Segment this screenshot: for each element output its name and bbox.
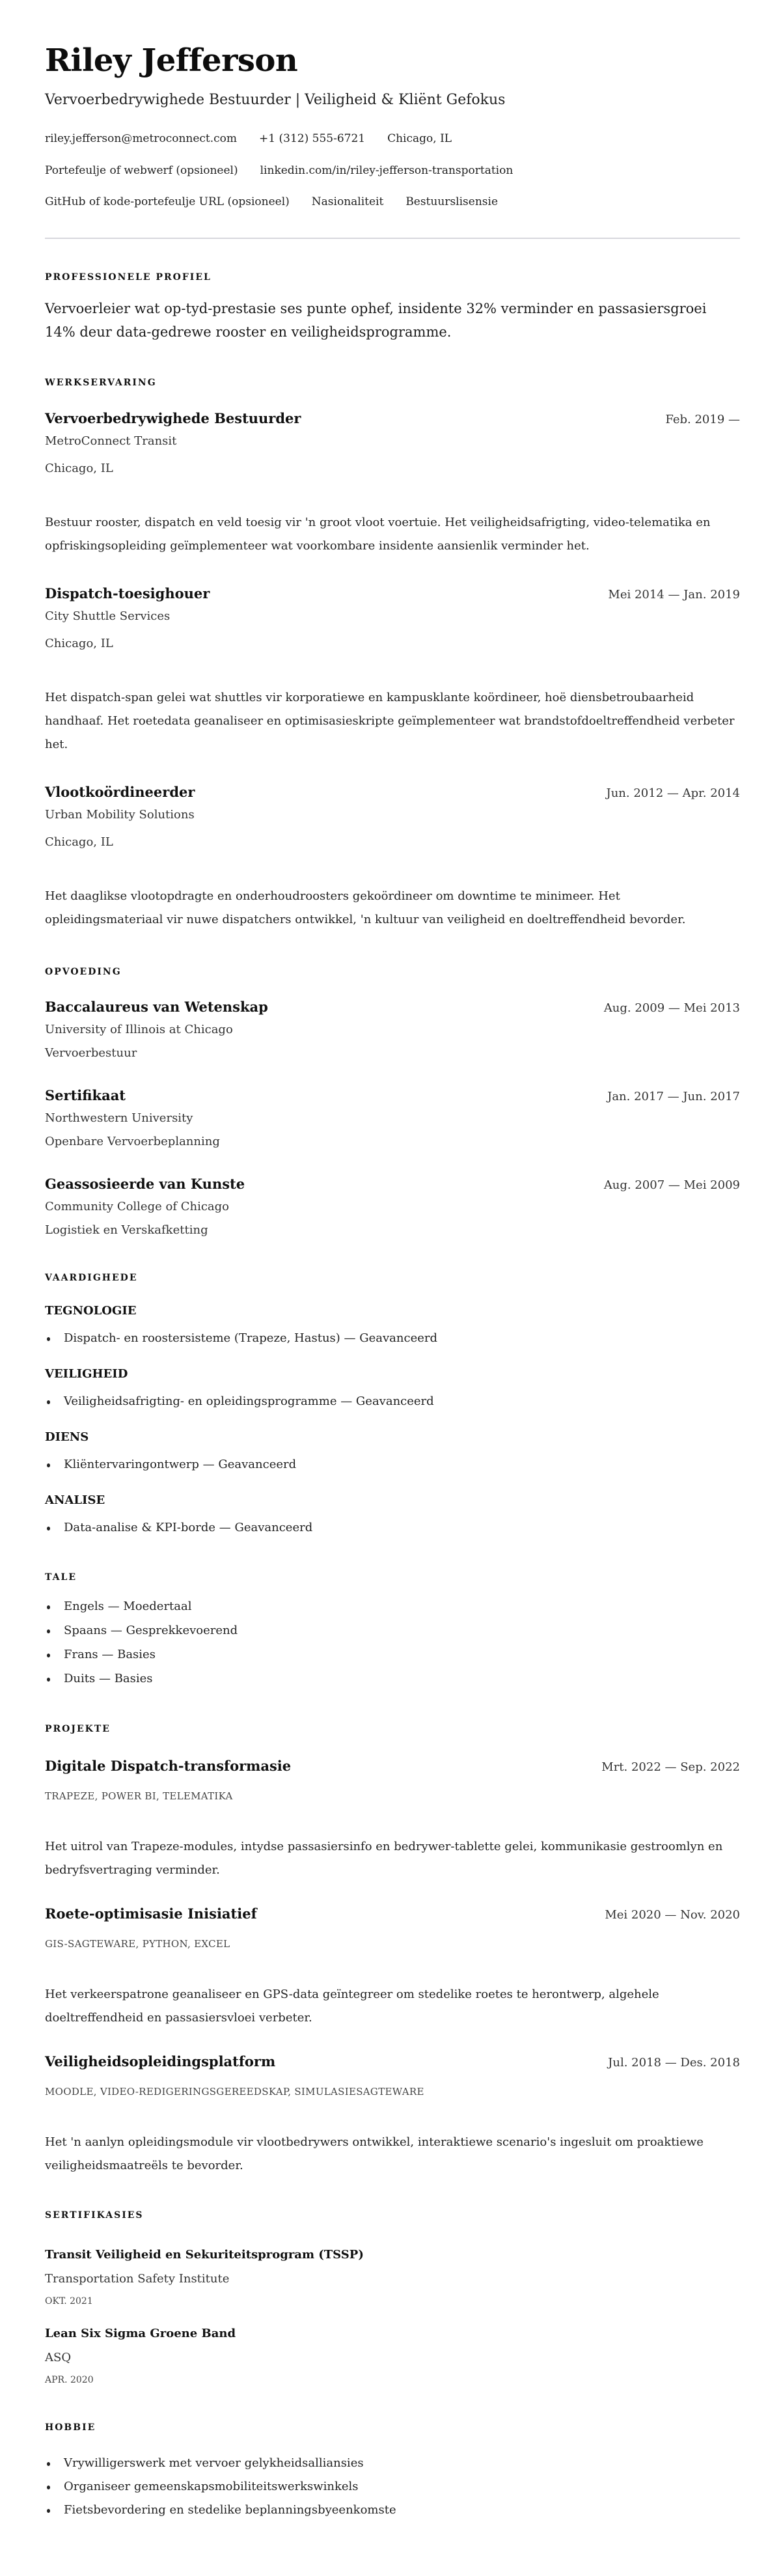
field-of-study: Logistiek en Verskafketting (45, 1223, 208, 1237)
phone: +1 (312) 555-6721 (259, 132, 366, 145)
skill-group-heading: TEGNOLOGIE (45, 1304, 137, 1318)
degree: Baccalaureus van Wetenskap (45, 999, 268, 1015)
portfolio-link[interactable]: Portefeulje of webwerf (opsioneel) (45, 164, 238, 177)
project-description: Het uitrol van Trapeze-modules, intydse passasiersinfo en bedrywer-tablette gelei, kommunikasie gestroomlyn en bedryfsvertraging verminder. (45, 1840, 723, 1877)
hobbies-section (45, 2421, 740, 2519)
project-tech: GIS-SAGTEWARE, PYTHON, EXCEL (45, 1938, 230, 1950)
field-of-study: Openbare Vervoerbeplanning (45, 1135, 220, 1148)
profile-section (45, 271, 740, 344)
project-entry (45, 1757, 740, 1882)
section-heading: TALE (45, 1572, 77, 1583)
project-title: Digitale Dispatch-transformasie (45, 1758, 292, 1774)
section-heading: VAARDIGHEDE (45, 1273, 138, 1283)
certification-date: OKT. 2021 (45, 2296, 93, 2306)
education-entry (45, 998, 740, 1062)
project-title: Veiligheidsopleidingsplatform (45, 2053, 276, 2070)
project-entry (45, 2053, 740, 2178)
job-title: Dispatch-toesighouer (45, 585, 210, 602)
certification-date: APR. 2020 (45, 2375, 94, 2385)
job-dates: Feb. 2019 — (665, 413, 740, 426)
experience-entry (45, 409, 740, 558)
job-title: Vervoerbedrywighede Bestuurder (45, 410, 301, 426)
hobby-item: Organiseer gemeenskapsmobiliteitswerkswinkels (45, 2478, 740, 2495)
job-location: Chicago, IL (45, 637, 113, 650)
hobby-item: Vrywilligerswerk met vervoer gelykheidsalliansies (45, 2455, 740, 2472)
job-description: Bestuur rooster, dispatch en veld toesig vir 'n groot vloot voertuie. Het veiligheidsafrigting, video-telematika en opfriskingsopleiding geïmplementeer wat voorkombare insidente aansienlik verminder het. (45, 516, 711, 553)
institution: Community College of Chicago (45, 1200, 229, 1213)
project-title: Roete-optimisasie Inisiatief (45, 1905, 257, 1922)
education-entry (45, 1087, 740, 1150)
skill-item: Kliëntervaringontwerp — Geavanceerd (45, 1456, 740, 1473)
project-description: Het 'n aanlyn opleidingsmodule vir vlootbedrywers ontwikkel, interaktiewe scenario's ingesluit om proaktiewe veiligheidsmaatreëls te bevorder. (45, 2135, 704, 2172)
language-item: Frans — Basies (45, 1646, 740, 1663)
field-of-study: Vervoerbestuur (45, 1046, 137, 1060)
project-dates: Mrt. 2022 — Sep. 2022 (601, 1760, 740, 1774)
degree: Geassosieerde van Kunste (45, 1176, 245, 1192)
project-tech: MOODLE, VIDEO-REDIGERINGSGEREEDSKAP, SIMULASIESAGTEWARE (45, 2086, 424, 2098)
job-title: Vlootkoördineerder (45, 784, 195, 800)
section-heading: PROJEKTE (45, 1724, 111, 1734)
skill-group-heading: VEILIGHEID (45, 1367, 128, 1381)
experience-entry (45, 585, 740, 756)
skill-item: Data-analise & KPI-borde — Geavanceerd (45, 1519, 740, 1536)
institution: Northwestern University (45, 1111, 193, 1125)
job-dates: Jun. 2012 — Apr. 2014 (606, 786, 740, 800)
section-heading: HOBBIE (45, 2422, 96, 2433)
candidate-name: Riley Jefferson (45, 42, 298, 79)
headline: Vervoerbedrywighede Bestuurder | Veiligheid & Kliënt Gefokus (45, 92, 506, 108)
skill-group-heading: ANALISE (45, 1493, 105, 1507)
experience-entry (45, 783, 740, 932)
certification-entry (45, 2247, 740, 2308)
education-dates: Jan. 2017 — Jun. 2017 (607, 1090, 740, 1103)
project-dates: Jul. 2018 — Des. 2018 (608, 2056, 740, 2070)
section-heading: OPVOEDING (45, 967, 122, 977)
section-heading: WERKSERVARING (45, 378, 157, 388)
project-dates: Mei 2020 — Nov. 2020 (605, 1908, 740, 1922)
skills-section (45, 1271, 740, 1536)
github-link[interactable]: GitHub of kode-portefeulje URL (opsioneel) (45, 195, 290, 208)
skill-item: Dispatch- en roostersisteme (Trapeze, Hastus) — Geavanceerd (45, 1330, 740, 1347)
certification-name: Lean Six Sigma Groene Band (45, 2327, 236, 2340)
languages-section (45, 1571, 740, 1687)
section-heading: PROFESSIONELE PROFIEL (45, 272, 212, 283)
location: Chicago, IL (387, 132, 452, 145)
contact-row (45, 129, 740, 148)
language-item: Engels — Moedertaal (45, 1598, 740, 1615)
divider (45, 238, 740, 239)
language-item: Spaans — Gesprekkevoerend (45, 1622, 740, 1639)
job-description: Het daaglikse vlootopdragte en onderhoudroosters gekoördineer om downtime te minimeer. Het opleidingsmateriaal vir nuwe dispatchers ontwikkel, 'n kultuur van veiligheid en doeltreffendheid bevorder. (45, 889, 686, 926)
skill-group-heading: DIENS (45, 1430, 89, 1444)
experience-section (45, 376, 740, 932)
profile-summary: Vervoerleier wat op-tyd-prestasie ses punte ophef, insidente 32% verminder en passasiersgroei 14% deur data-gedrewe rooster en veiligheidsprogramme. (45, 301, 707, 340)
language-item: Duits — Basies (45, 1670, 740, 1687)
job-dates: Mei 2014 — Jan. 2019 (608, 588, 740, 602)
section-heading: SERTIFIKASIES (45, 2210, 144, 2221)
nationality: Nasionaliteit (311, 195, 384, 208)
education-entry (45, 1175, 740, 1239)
job-location: Chicago, IL (45, 462, 113, 475)
projects-section (45, 1723, 740, 2178)
company: City Shuttle Services (45, 609, 171, 623)
drivers-license: Bestuurslisensie (405, 195, 498, 208)
contact-row (45, 161, 740, 180)
certifications-section (45, 2209, 740, 2387)
company: Urban Mobility Solutions (45, 808, 195, 822)
skill-item: Veiligheidsafrigting- en opleidingsprogramme — Geavanceerd (45, 1393, 740, 1410)
company: MetroConnect Transit (45, 434, 177, 448)
email-link[interactable]: riley.jefferson@metroconnect.com (45, 132, 238, 145)
certification-name: Transit Veiligheid en Sekuriteitsprogram (TSSP) (45, 2248, 364, 2262)
degree: Sertifikaat (45, 1087, 126, 1103)
certification-entry (45, 2326, 740, 2387)
linkedin-link[interactable]: linkedin.com/in/riley-jefferson-transportation (260, 164, 514, 177)
job-description: Het dispatch-span gelei wat shuttles vir korporatiewe en kampusklante koördineer, hoë diensbetroubaarheid handhaaf. Het roetedata geanaliseer en optimisasieskripte geïmplementeer wat brandstofdoeltreffendheid verbeter het. (45, 691, 735, 751)
institution: University of Illinois at Chicago (45, 1023, 233, 1036)
education-dates: Aug. 2009 — Mei 2013 (603, 1001, 740, 1015)
education-dates: Aug. 2007 — Mei 2009 (603, 1178, 740, 1192)
certification-issuer: ASQ (45, 2351, 72, 2364)
contact-row (45, 192, 740, 212)
contact-info (45, 129, 740, 212)
project-entry (45, 1905, 740, 2030)
job-location: Chicago, IL (45, 835, 113, 849)
project-description: Het verkeerspatrone geanaliseer en GPS-data geïntegreer om stedelike roetes te herontwerp, algehele doeltreffendheid en passasiersvloei verbeter. (45, 1987, 659, 2025)
education-section (45, 965, 740, 1239)
project-tech: TRAPEZE, POWER BI, TELEMATIKA (45, 1790, 233, 1802)
certification-issuer: Transportation Safety Institute (45, 2272, 230, 2286)
hobby-item: Fietsbevordering en stedelike beplanningsbyeenkomste (45, 2502, 740, 2519)
